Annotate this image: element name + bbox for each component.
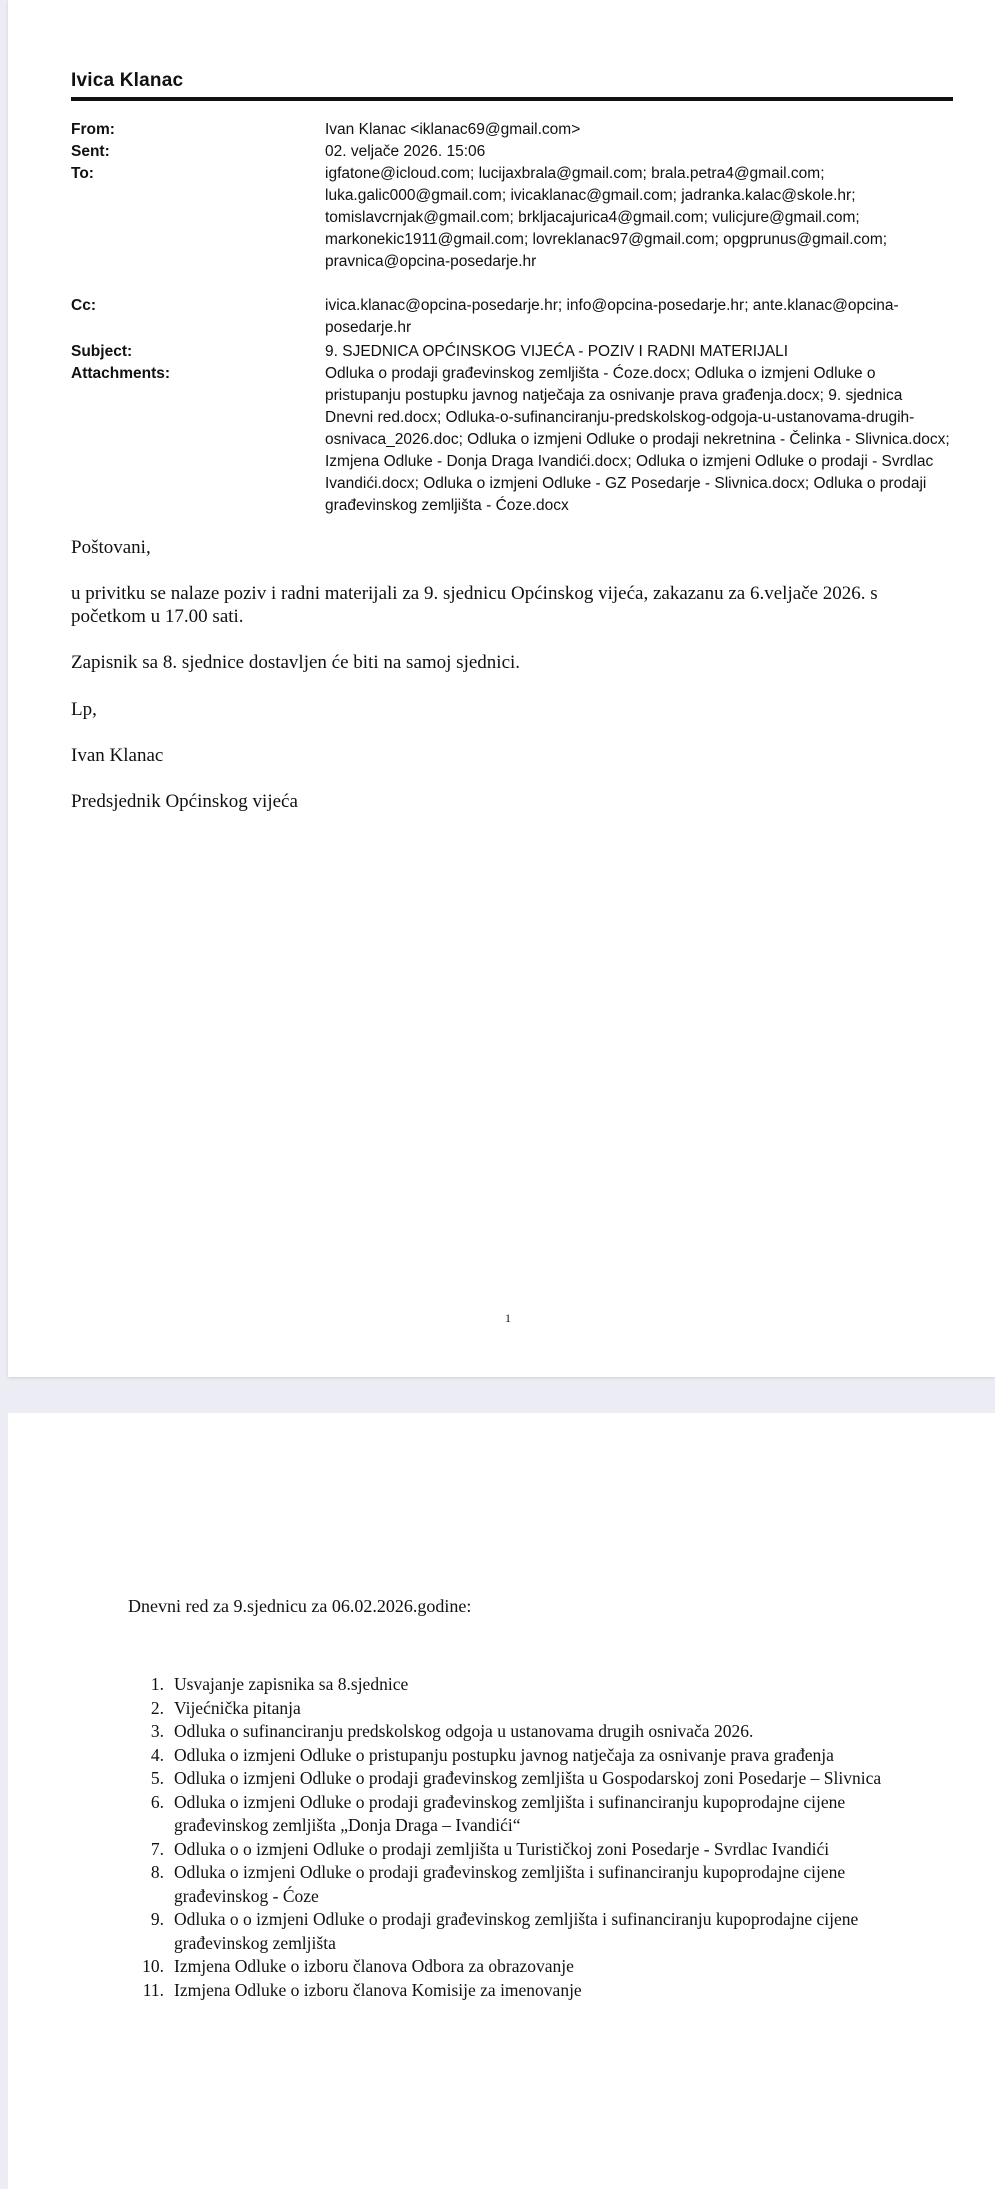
agenda-item-text: Odluka o sufinanciranju predskolskog odgoja u ustanovama drugih osnivača 2026. <box>174 1721 754 1741</box>
sender-name: Ivica Klanac <box>71 70 184 91</box>
agenda-item <box>128 1744 908 1768</box>
agenda-item-number: 5. <box>150 1768 164 1788</box>
agenda-item <box>128 1861 908 1908</box>
agenda-item <box>128 1697 908 1721</box>
header-divider <box>71 97 953 101</box>
cc-label: Cc: <box>71 297 96 314</box>
attachments-value: Odluka o prodaji građevinskog zemljišta - Ćoze.docx; Odluka o izmjeni Odluke o pristupanju postupku javnog natječaja za osnivanje prava građenja.docx; 9. sjednica Dnevni red.docx; Odluka-o-sufinanciranju-predskolskog-odgoja-u-ustanovama-drugih-osnivaca_2026.doc; Odluka o izmjeni Odluke o prodaji nekretnina - Čelinka - Slivnica.docx; Izmjena Odluke - Donja Draga Ivandići.docx; Odluka o izmjeni Odluke o prodaji - Svrdlac Ivandići.docx; Odluka o izmjeni Odluke - GZ Posedarje - Slivnica.docx; Odluka o prodaji građevinskog zemljišta - Ćoze.docx <box>325 365 950 514</box>
agenda-item-text: Odluka o izmjeni Odluke o prodaji građevinskog zemljišta u Gospodarskoj zoni Posedarje – Slivnica <box>174 1768 882 1788</box>
agenda-item-number: 10. <box>142 1956 164 1976</box>
agenda-list <box>128 1673 908 2002</box>
email-header <box>71 119 951 517</box>
agenda-item-number: 4. <box>150 1744 164 1765</box>
agenda-item-number: 11. <box>142 1979 164 2000</box>
subject-label: Subject: <box>71 343 133 360</box>
from-value: Ivan Klanac <iklanac69@gmail.com> <box>325 121 581 138</box>
from-label: From: <box>71 121 115 138</box>
greeting: Poštovani, <box>71 537 151 558</box>
document-page-1 <box>8 0 995 1377</box>
subject-value: 9. SJEDNICA OPĆINSKOG VIJEĆA - POZIV I RADNI MATERIJALI <box>325 343 789 360</box>
agenda-item <box>128 1673 908 1697</box>
agenda-item <box>128 1767 908 1791</box>
agenda-item-number: 8. <box>150 1862 164 1882</box>
sent-row <box>71 141 951 163</box>
attachments-row <box>71 363 951 517</box>
agenda-item-text: Izmjena Odluke o izboru članova Odbora za obrazovanje <box>174 1956 574 1976</box>
agenda-item-text: Odluka o izmjeni Odluke o prodaji građevinskog zemljišta i sufinanciranju kupoprodajne cijene građevinskog - Ćoze <box>174 1862 846 1906</box>
agenda-item <box>128 1979 908 2003</box>
to-label: To: <box>71 165 94 182</box>
body-paragraph-1: u privitku se nalaze poziv i radni materijali za 9. sjednicu Općinskog vijeća, zakazanu za 6.veljače 2026. s početkom u 17.00 sati. <box>71 583 878 627</box>
agenda-item <box>128 1955 908 1979</box>
document-page-2 <box>8 1413 995 2189</box>
page-number: 1 <box>505 1311 511 1325</box>
signature-title: Predsjednik Općinskog vijeća <box>71 791 298 812</box>
to-value: igfatone@icloud.com; lucijaxbrala@gmail.com; brala.petra4@gmail.com; luka.galic000@gmail.com; ivicaklanac@gmail.com; jadranka.kalac@skole.hr; tomislavcrnjak@gmail.com; brkljacajurica4@gmail.com; vulicjure@gmail.com; markonekic1911@gmail.com; lovreklanac97@gmail.com; opgprunus@gmail.com; pravnica@opcina-posedarje.hr <box>325 165 888 270</box>
agenda-item-number: 3. <box>150 1721 164 1741</box>
to-row <box>71 163 951 273</box>
agenda-item-text: Odluka o o izmjeni Odluke o prodaji zemljišta u Turističkoj zoni Posedarje - Svrdlac Ivandići <box>174 1838 830 1859</box>
agenda-item-number: 6. <box>150 1791 164 1812</box>
signature-name: Ivan Klanac <box>71 745 164 766</box>
agenda-item-text: Odluka o o izmjeni Odluke o prodaji građevinskog zemljišta i sufinanciranju kupoprodajne cijene građevinskog zemljišta <box>174 1909 859 1953</box>
sent-value: 02. veljače 2026. 15:06 <box>325 143 486 160</box>
agenda-item <box>128 1908 908 1955</box>
agenda-item <box>128 1791 908 1838</box>
agenda-title: Dnevni red za 9.sjednicu za 06.02.2026.godine: <box>128 1596 472 1616</box>
agenda-item-number: 2. <box>150 1697 164 1718</box>
agenda-item-text: Vijećnička pitanja <box>174 1697 301 1718</box>
cc-value: ivica.klanac@opcina-posedarje.hr; info@opcina-posedarje.hr; ante.klanac@opcina-posedarje.hr <box>325 297 899 336</box>
cc-row <box>71 295 951 339</box>
subject-row <box>71 341 951 363</box>
attachments-label: Attachments: <box>71 365 171 382</box>
agenda-item-number: 7. <box>150 1838 164 1859</box>
sent-label: Sent: <box>71 143 110 160</box>
agenda-item-text: Izmjena Odluke o izboru članova Komisije za imenovanje <box>174 1979 582 2000</box>
agenda-item-number: 9. <box>150 1909 164 1929</box>
closing: Lp, <box>71 699 97 720</box>
agenda-item-text: Odluka o izmjeni Odluke o prodaji građevinskog zemljišta i sufinanciranju kupoprodajne cijene građevinskog zemljišta „Donja Draga – Ivandići“ <box>174 1791 846 1835</box>
agenda-item-number: 1. <box>150 1674 164 1694</box>
from-row <box>71 119 951 141</box>
agenda-item <box>128 1720 908 1744</box>
agenda-item-text: Usvajanje zapisnika sa 8.sjednice <box>174 1674 409 1694</box>
agenda-item <box>128 1838 908 1862</box>
body-paragraph-2: Zapisnik sa 8. sjednice dostavljen će biti na samoj sjednici. <box>71 652 521 673</box>
agenda-item-text: Odluka o izmjeni Odluke o pristupanju postupku javnog natječaja za osnivanje prava građenja <box>174 1744 834 1765</box>
